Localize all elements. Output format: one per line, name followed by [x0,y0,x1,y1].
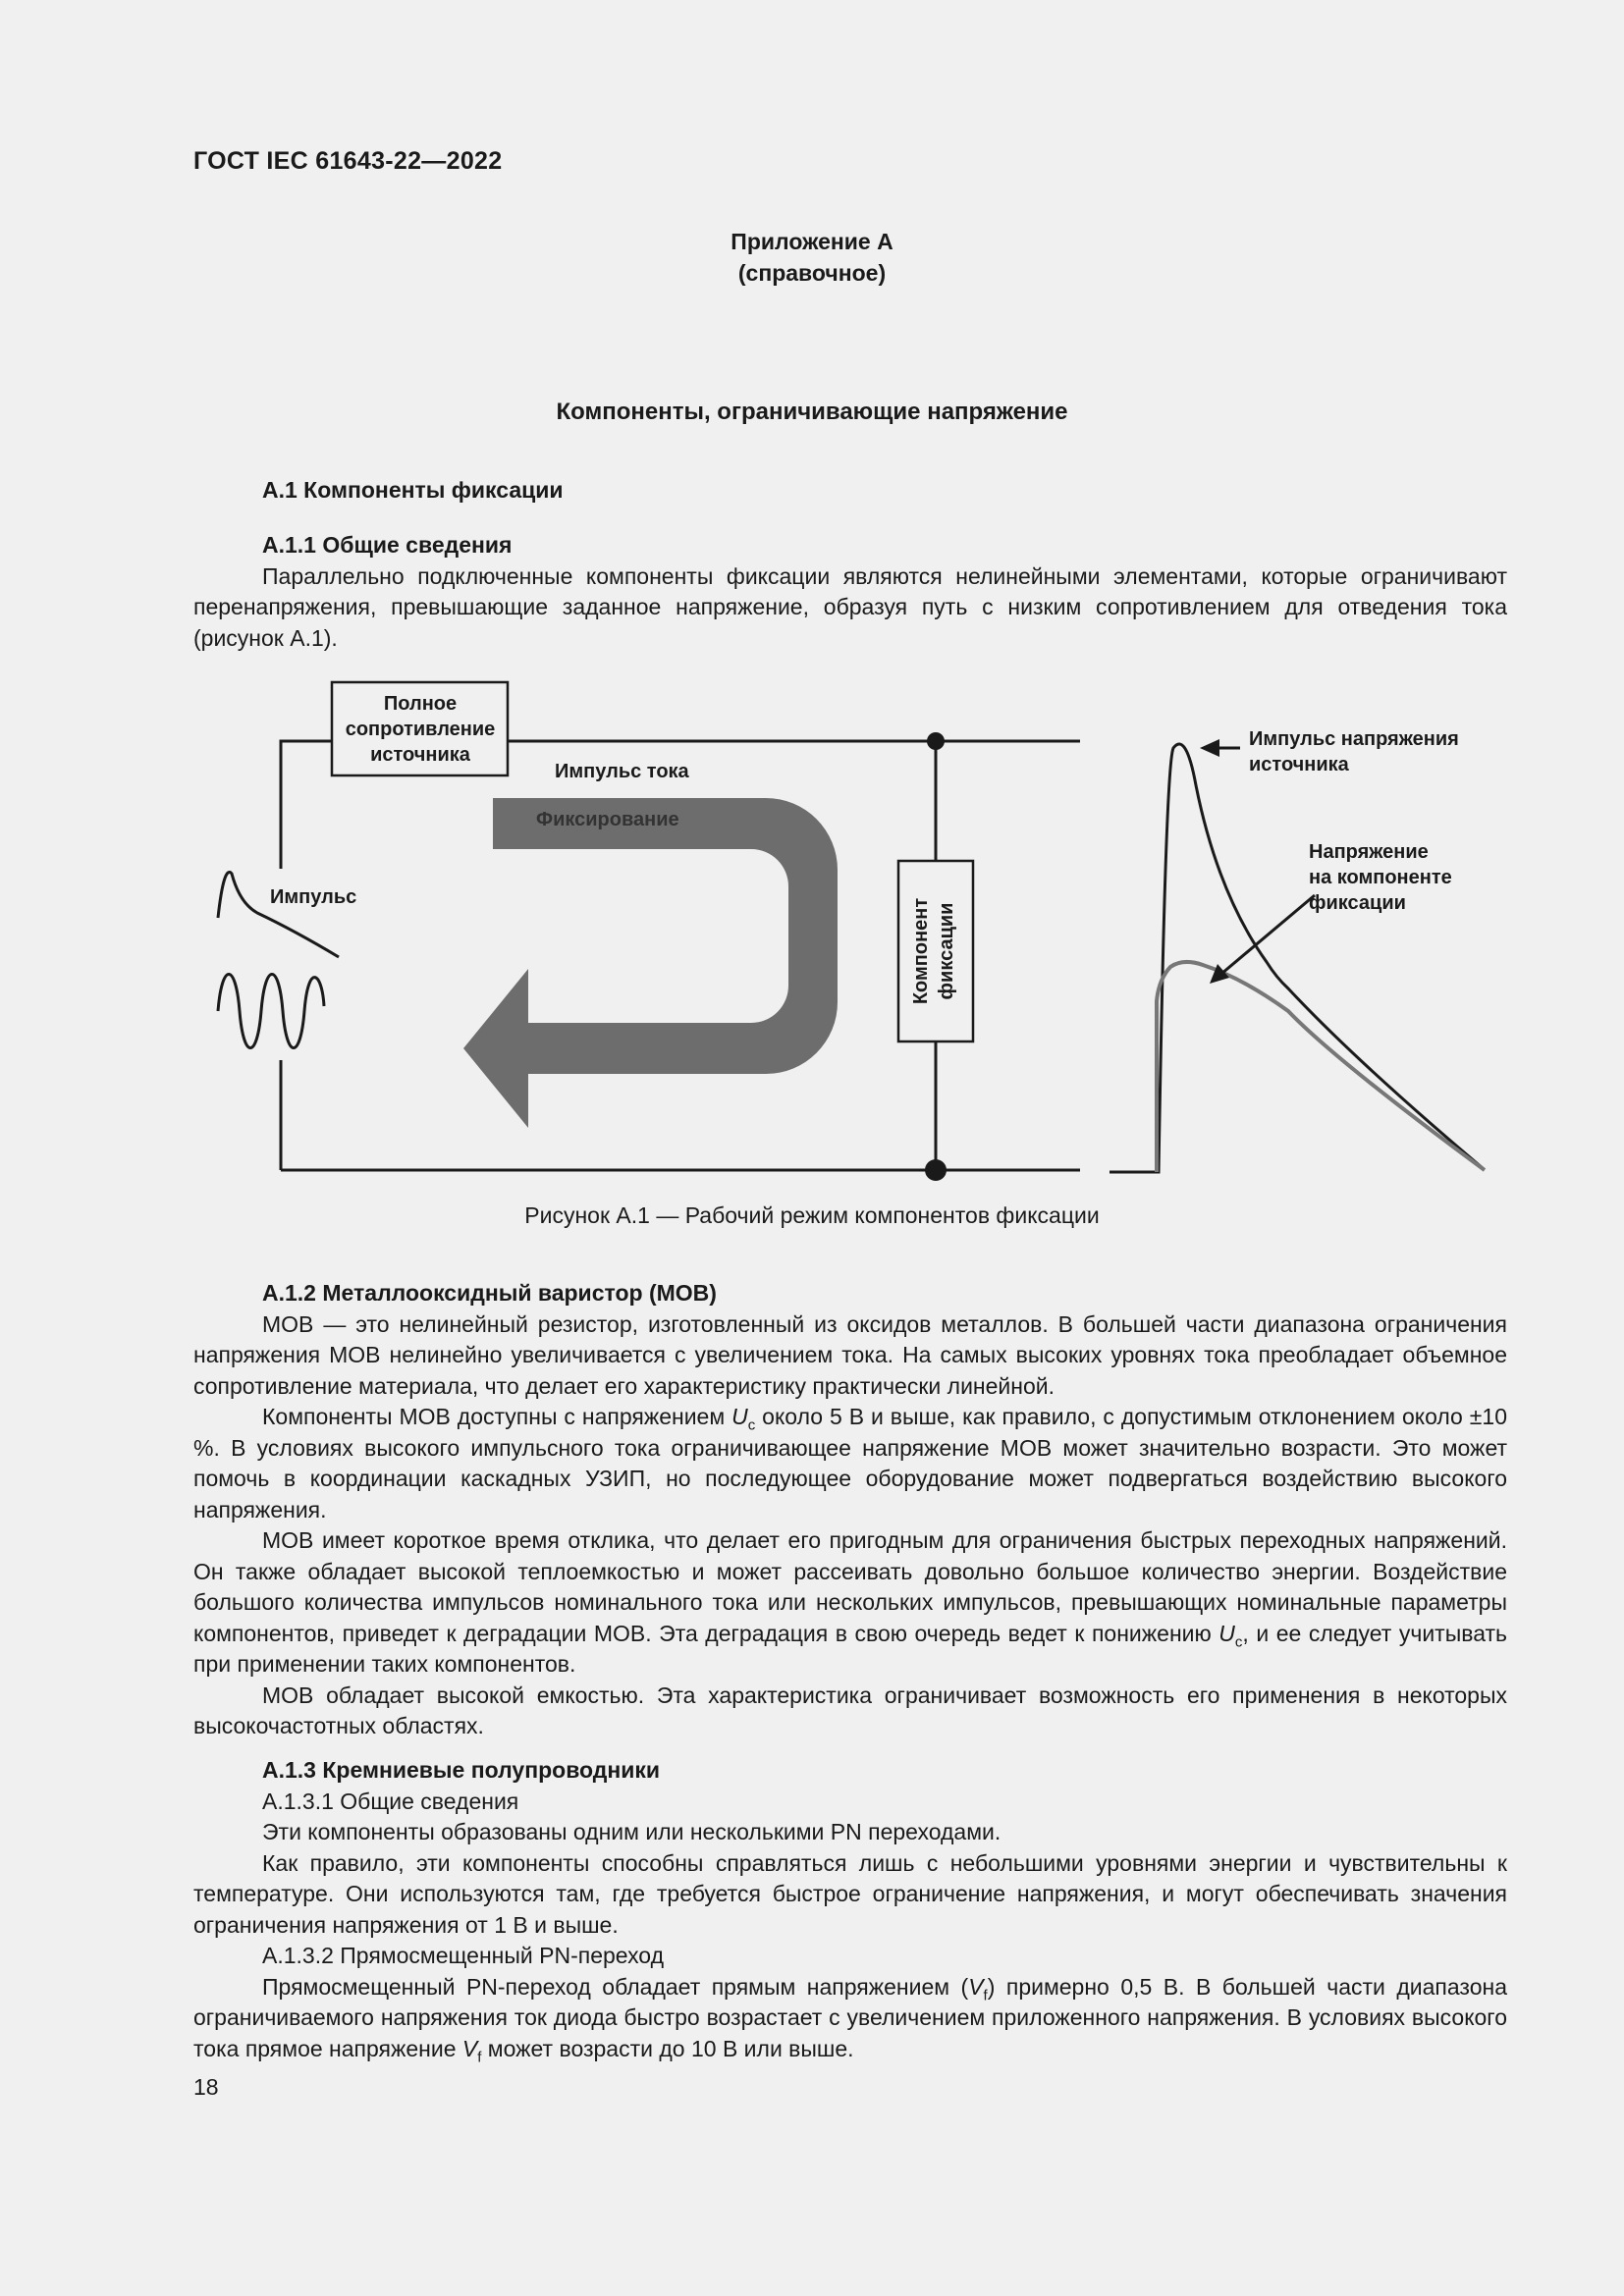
paragraph: Параллельно подключенные компоненты фиксации являются нелинейными элементами, которые ограничивают перенапряжения, превышающие заданное напряжение, образуя путь с низким сопротивлением для отведения тока (рисунок А.1). [193,562,1507,651]
figure-caption: Рисунок А.1 — Рабочий режим компонентов фиксации [524,1202,1100,1228]
clamping-component-line1: Компонент [910,897,932,1005]
source-voltage-arrowhead [1200,739,1219,757]
source-voltage-curve [1110,744,1483,1172]
current-flow-arrow [463,798,838,1128]
paragraph: МОВ имеет короткое время отклика, что делает его пригодным для ограничения быстрых переходных напряжений. Он также обладает высокой теплоемкостью и может рассеивать довольно большое количество энергии. Воздействие большого количества импульсов номинального тока или нескольких импульсов, превышающих номинальные параметры компонентов, приведет к деградации МОВ. Эта деградация в свою очередь ведет к понижению $U_c$, и ее следует учитывать при применении таких компонентов. [193,1527,1507,1677]
section-a11 [193,530,1507,654]
source-impedance-line2: сопротивление [345,719,496,740]
clamp-voltage-label-line3: фиксации [1309,892,1406,914]
paragraph: Прямосмещенный PN-переход обладает прямым напряжением $(V_f)$ примерно 0,5 В. В большей части диапазона ограничиваемого напряжения ток диода быстро возрастает с увеличением приложенного напряжения. В условиях высокого тока прямое напряжение $V_f$ может возрасти до 10 В или выше. [193,1973,1507,2066]
current-pulse-label: Импульс тока [555,761,689,782]
clamp-voltage-label-line1: Напряжение [1309,841,1429,863]
section-a131-heading: А.1.3.1 Общие сведения [262,1788,519,1814]
section-a11-heading: А.1.1 Общие сведения [262,532,513,558]
clamp-voltage-curve [1157,962,1485,1172]
clamping-component-line2: фиксации [936,902,957,1000]
section-a12 [193,1278,1507,1742]
figure-a1-diagram [0,667,1624,1237]
paragraph: МОВ — это нелинейный резистор, изготовленный из оксидов металлов. В большей части диапазона ограничения напряжения МОВ нелинейно увеличивается с увеличением тока. На самых высоких уровнях тока преобладает объемное сопротивление материала, что делает его характеристику практически линейной. [193,1310,1507,1399]
clamping-label: Фиксирование [536,809,679,830]
paragraph: МОВ обладает высокой емкостью. Эта характеристика ограничивает возможность его применения в некоторых высокочастотных областях. [193,1682,1507,1738]
source-impedance-line1: Полное [383,693,458,715]
chapter-title: Компоненты, ограничивающие напряжение [556,399,1068,425]
section-a132-heading: А.1.3.2 Прямосмещенный PN-переход [262,1943,665,1968]
clamp-voltage-label-line2: на компоненте [1309,867,1452,888]
annex-title: Приложение А [731,229,893,254]
source-voltage-label-line2: источника [1249,754,1349,775]
node-bottom-dot [925,1159,947,1181]
section-a12-heading: А.1.2 Металлооксидный варистор (МОВ) [262,1280,717,1306]
annex-heading [0,226,1624,289]
section-a1-heading: А.1 Компоненты фиксации [262,477,564,503]
paragraph: Как правило, эти компоненты способны справляться лишь с небольшими уровнями энергии и чувствительны к температуре. Они используются там, где требуется быстрое ограничение напряжения, и могут обеспечивать значения ограничения напряжения от 1 В и выше. [193,1849,1507,1938]
annex-kind: (справочное) [737,260,887,286]
standard-designation: ГОСТ IEC 61643-22—2022 [193,147,503,175]
paragraph: Эти компоненты образованы одним или несколькими PN переходами. [262,1819,1001,1844]
source-impedance-line3: источника [370,744,470,766]
node-top-dot [927,732,945,750]
impulse-label: Импульс [270,886,357,908]
paragraph: Компоненты МОВ доступны с напряжением $U_c$ около 5 В и выше, как правило, с допустимым отклонением около ±10 %. В условиях высокого импульсного тока ограничивающее напряжение МОВ может значительно возрасти. Это может помочь в координации каскадных УЗИП, но последующее оборудование может подвергаться воздействию высокого напряжения. [193,1404,1507,1522]
section-a13-heading: А.1.3 Кремниевые полупроводники [262,1757,661,1783]
page-number: 18 [193,2074,219,2100]
section-a13 [193,1755,1507,2064]
source-voltage-label-line1: Импульс напряжения [1249,728,1459,750]
